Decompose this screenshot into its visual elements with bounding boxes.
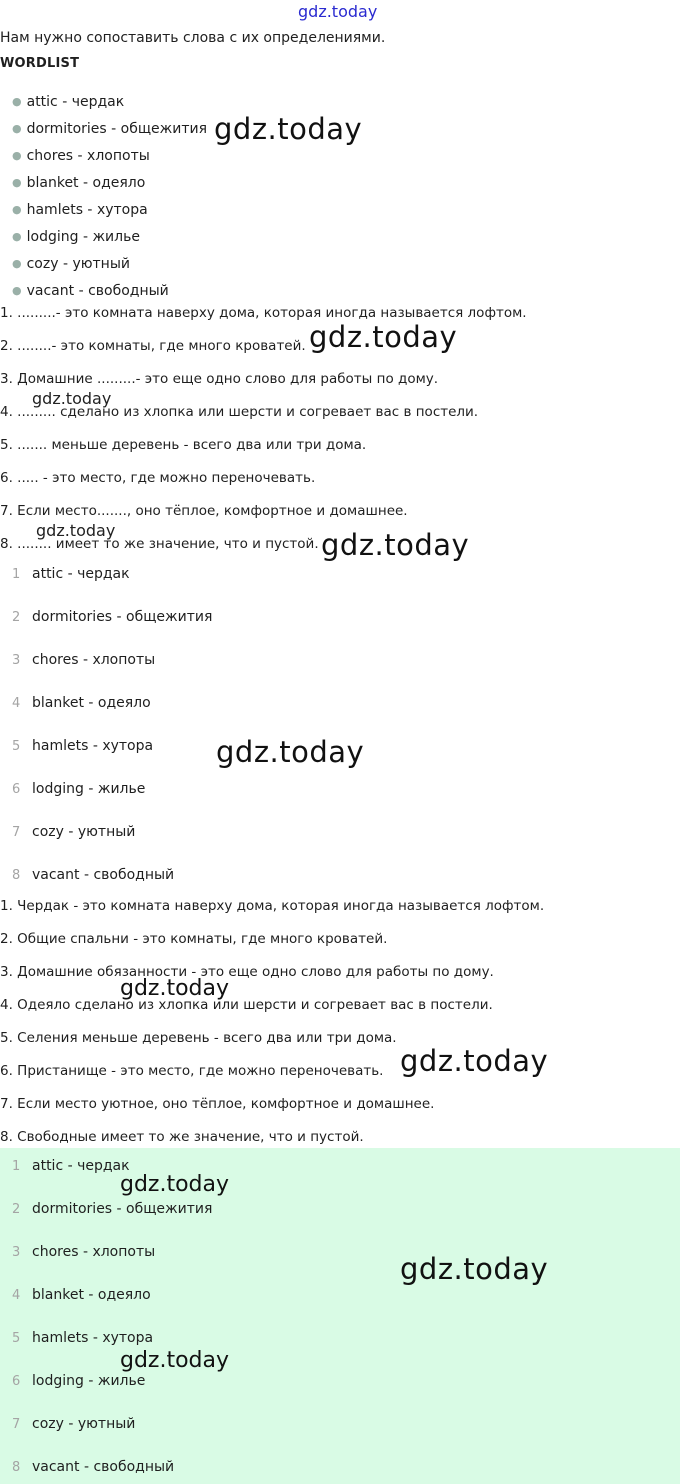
watermark: gdz.today — [216, 735, 365, 769]
bullet-icon: ● — [12, 149, 22, 162]
list-item: 4 blanket - одеяло — [12, 1287, 151, 1303]
task-sentence: 8. ........ имеет то же значение, что и пустой. — [0, 536, 319, 552]
answer-sentence: 5. Селения меньше деревень - всего два или три дома. — [0, 1030, 397, 1046]
list-item: 5 hamlets - хутора — [12, 738, 154, 754]
watermark: gdz.today — [214, 112, 363, 146]
list-item: 3 chores - хлопоты — [12, 1244, 156, 1260]
list-item: 7 cozy - уютный — [12, 1416, 136, 1432]
task-sentence: 6. ..... - это место, где можно переночевать. — [0, 470, 316, 486]
highlight-panel — [0, 1148, 680, 1484]
task-sentence: 1. .........- это комната наверху дома, которая иногда называется лофтом. — [0, 305, 527, 321]
watermark: gdz.today — [120, 976, 230, 1001]
watermark: gdz.today — [36, 521, 116, 540]
list-item: ● lodging - жилье — [12, 229, 140, 245]
list-item: 6 lodging - жилье — [12, 1373, 146, 1389]
list-item: ● vacant - свободный — [12, 283, 169, 299]
task-sentence: 5. ....... меньше деревень - всего два или три дома. — [0, 437, 367, 453]
watermark: gdz.today — [32, 389, 112, 408]
watermark: gdz.today — [120, 1348, 230, 1373]
header-watermark: gdz.today — [298, 2, 378, 21]
bullet-icon: ● — [12, 203, 22, 216]
answer-sentence: 4. Одеяло сделано из хлопка или шерсти и согревает вас в постели. — [0, 997, 493, 1013]
list-item: ● attic - чердак — [12, 94, 125, 110]
list-item: 7 cozy - уютный — [12, 824, 136, 840]
list-item: ● dormitories - общежития — [12, 121, 208, 137]
list-item: ● chores - хлопоты — [12, 148, 150, 164]
watermark: gdz.today — [400, 1252, 549, 1286]
list-item: ● cozy - уютный — [12, 256, 130, 272]
list-item: 5 hamlets - хутора — [12, 1330, 154, 1346]
list-item: ● hamlets - хутора — [12, 202, 148, 218]
bullet-icon: ● — [12, 230, 22, 243]
list-item: 3 chores - хлопоты — [12, 652, 156, 668]
list-item: 2 dormitories - общежития — [12, 1201, 213, 1217]
list-item: 6 lodging - жилье — [12, 781, 146, 797]
bullet-icon: ● — [12, 122, 22, 135]
watermark: gdz.today — [400, 1044, 549, 1078]
list-item: 8 vacant - свободный — [12, 867, 175, 883]
answer-sentence: 8. Свободные имеет то же значение, что и пустой. — [0, 1129, 364, 1145]
task-sentence: 7. Если место......., оно тёплое, комфортное и домашнее. — [0, 503, 408, 519]
answer-sentence: 6. Пристанище - это место, где можно переночевать. — [0, 1063, 384, 1079]
watermark: gdz.today — [309, 320, 458, 354]
list-item: 1 attic - чердак — [12, 1158, 130, 1174]
answer-sentence: 7. Если место уютное, оно тёплое, комфортное и домашнее. — [0, 1096, 435, 1112]
list-item: 8 vacant - свободный — [12, 1459, 175, 1475]
bullet-icon: ● — [12, 95, 22, 108]
task-sentence: 3. Домашние .........- это еще одно слово для работы по дому. — [0, 371, 439, 387]
list-item: 2 dormitories - общежития — [12, 609, 213, 625]
wordlist-title: WORDLIST — [0, 56, 80, 71]
bullet-icon: ● — [12, 257, 22, 270]
task-sentence: 2. ........- это комнаты, где много кроватей. — [0, 338, 306, 354]
task-sentence: 4. ......... сделано из хлопка или шерсти и согревает вас в постели. — [0, 404, 479, 420]
list-item: 1 attic - чердак — [12, 566, 130, 582]
answer-sentence: 3. Домашние обязанности - это еще одно слово для работы по дому. — [0, 964, 494, 980]
answer-sentence: 1. Чердак - это комната наверху дома, которая иногда называется лофтом. — [0, 898, 545, 914]
list-item: 4 blanket - одеяло — [12, 695, 151, 711]
answer-sentence: 2. Общие спальни - это комнаты, где много кроватей. — [0, 931, 388, 947]
watermark: gdz.today — [120, 1172, 230, 1197]
list-item: ● blanket - одеяло — [12, 175, 146, 191]
bullet-icon: ● — [12, 176, 22, 189]
intro-text: Нам нужно сопоставить слова с их определениями. — [0, 30, 386, 46]
bullet-icon: ● — [12, 284, 22, 297]
watermark: gdz.today — [321, 528, 470, 562]
